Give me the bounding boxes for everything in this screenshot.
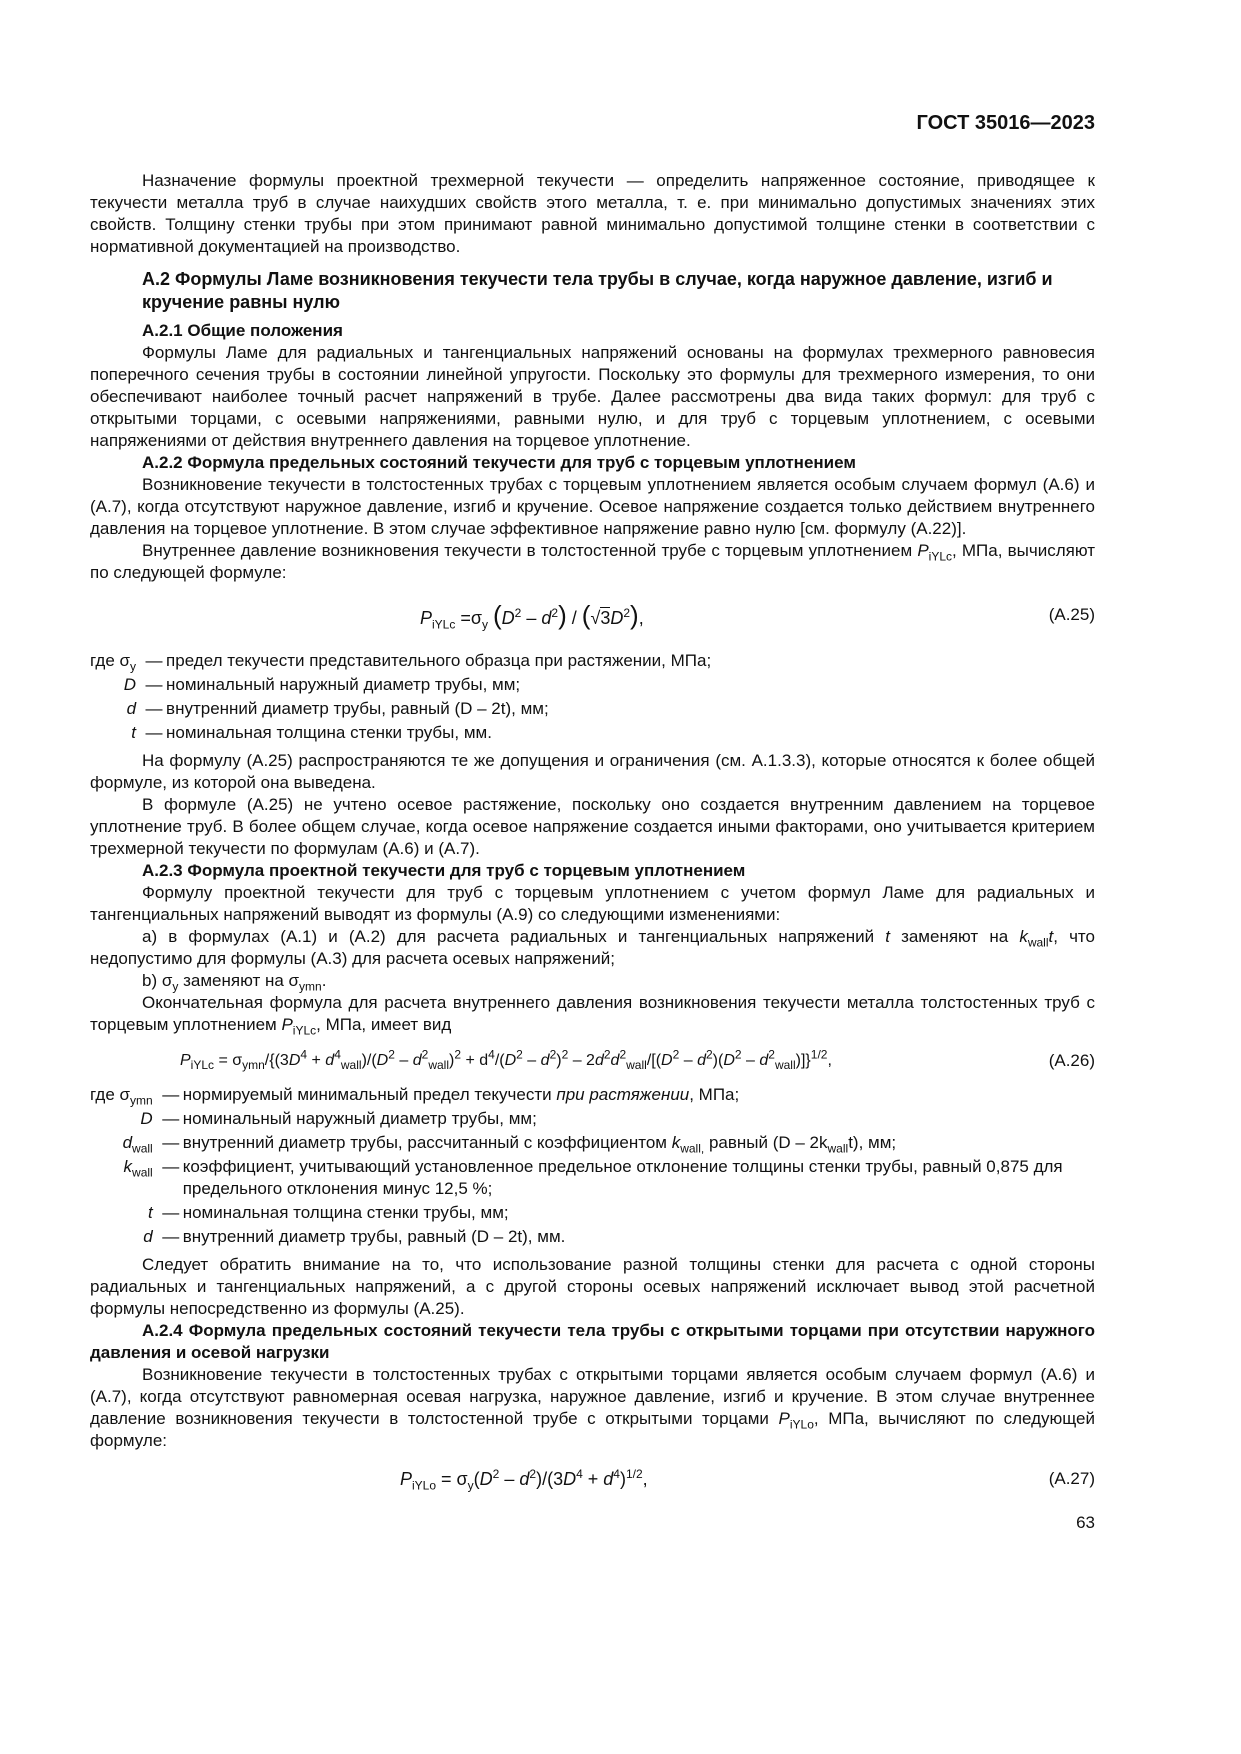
section-a22-p4: В формуле (А.25) не учтено осевое растяжение, поскольку оно создается внутренним давлением на торцевое уплотнение труб. В более общем случае, когда осевое напряжение создается иными факторами, оно учитывается критерием трехмерной текучести по формулам (А.6) и (А.7).: [90, 795, 1095, 858]
formula-a27: [90, 1460, 1095, 1494]
formula-a25-number: (А.25): [1048, 605, 1095, 624]
formula-a25-expression: $P_{iYLc} =\sigma_y$ $(D^2 - d^2) / (√3D^2)$,: [420, 600, 644, 632]
section-a23-item-a: а) в формулах (А.1) и (А.2) для расчета радиальных и тангенциальных напряжений t заменяют на $k_{wall}t$, что недопустимо для формулы (А.3) для расчета осевых напряжений;: [90, 927, 1095, 968]
section-a2-title: А.2 Формулы Ламе возникновения текучести тела трубы в случае, когда наружное давление, изгиб и кручение равны нулю: [142, 269, 1053, 312]
section-a22-p2: Внутреннее давление возникновения текучести в толстостенной трубе с торцевым уплотнением $P_{iYLc}$, МПа, вычисляют по следующей формуле:: [90, 541, 1095, 582]
where-row: $k_{wall}$ — коэффициент, учитывающий установленное предельное отклонение толщины стенки трубы, равный 0,875 для предельного отклонения минус 12,5 %;: [123, 1157, 1063, 1198]
where-row: $d_{wall}$ — внутренний диаметр трубы, рассчитанный с коэффициентом $k_{wall,}$ равный $(D - 2k_{wall}t)$, мм;: [122, 1133, 897, 1156]
section-a23-title: А.2.3 Формула проектной текучести для труб с торцевым уплотнением: [142, 861, 746, 880]
section-a21-title: А.2.1 Общие положения: [142, 321, 343, 340]
section-a23-p2: Окончательная формула для расчета внутреннего давления возникновения текучести металла толстостенных труб с торцевым уплотнением $P_{iYLc}$, МПа, имеет вид: [90, 993, 1095, 1038]
where-row: где $\sigma_y$ — предел текучести представительного образца при растяжении, МПа;: [90, 651, 712, 674]
section-a22-title: А.2.2 Формула предельных состояний текучести для труб с торцевым уплотнением: [142, 453, 856, 472]
where-list-a26: [90, 1084, 1095, 1250]
document-page: [90, 0, 1095, 1754]
where-row: D — номинальный наружный диаметр трубы, мм;: [123, 675, 521, 694]
section-a24-p1: Возникновение текучести в толстостенных трубах с открытыми торцами является особым случаем формул (А.6) и (А.7), когда отсутствуют равномерная осевая нагрузка, наружное давление, изгиб и кручение. В этом случае внутреннее давление возникновения текучести в толстостенной трубе с открытыми торцами $P_{iYLo}$, МПа, вычисляют по следующей формуле:: [90, 1365, 1095, 1450]
section-a23-item-b: b) $\sigma_y$ заменяют на $\sigma_{ymn}$.: [142, 971, 327, 994]
where-row: t — номинальная толщина стенки трубы, мм;: [147, 1203, 509, 1222]
section-a21-text: Формулы Ламе для радиальных и тангенциальных напряжений основаны на формулах трехмерного равновесия поперечного сечения трубы в состоянии линейной упругости. Поскольку это формулы для трехмерного измерения, то они обеспечивают наиболее точный расчет напряжений в трубе. Далее рассмотрены два вида таких формул: для труб с открытыми торцами, с осевыми напряжениями, равными нулю, и для труб с торцевым уплотнением, с осевыми напряжениями от действия внутреннего давления на торцевое уплотнение.: [90, 343, 1095, 450]
formula-a26-expression: $P_{iYLc} = \sigma_{ymn}/\{(3D^4 + d^4_{wall})/(D^2 - d^2_{wall})^2 + d^4/(D^2 - d^2)^2 - 2d^2d^2_{wall}/[(D^2 - d^2)(D^2 - d^2_{wall})]\}^{1/2}$,: [180, 1047, 832, 1073]
where-row: t — номинальная толщина стенки трубы, мм.: [131, 723, 492, 742]
where-row: где $\sigma_{ymn}$ — нормируемый минимальный предел текучести при растяжении, МПа;: [90, 1085, 740, 1108]
where-row: D — номинальный наружный диаметр трубы, мм;: [140, 1109, 537, 1128]
section-a22-p3: На формулу (А.25) распространяются те же допущения и ограничения (см. А.1.3.3), которые относятся к более общей формуле, из которой она выведена.: [90, 751, 1095, 792]
document-body: [90, 170, 1095, 1494]
section-a23-p3: Следует обратить внимание на то, что использование разной толщины стенки для расчета с одной стороны радиальных и тангенциальных напряжений, а с другой стороны осевых напряжений исключает вывод этой расчетной формулы непосредственно из формулы (А.25).: [90, 1255, 1095, 1318]
formula-a27-expression: $P_{iYLo} = \sigma_y(D^2 - d^2)/(3D^4 + d^4)^{1/2}$,: [400, 1467, 648, 1493]
section-a24-title: А.2.4 Формула предельных состояний текучести тела трубы с открытыми торцами при отсутствии наружного давления и осевой нагрузки: [90, 1321, 1095, 1362]
page-number: 63: [1076, 1513, 1095, 1532]
formula-a27-number: (А.27): [1048, 1469, 1095, 1488]
document-header: ГОСТ 35016—2023: [916, 112, 1095, 134]
where-list-a25: [90, 650, 711, 746]
formula-a26: [90, 1042, 1095, 1078]
section-a23-p1: Формулу проектной текучести для труб с торцевым уплотнением с учетом формул Ламе для радиальных и тангенциальных напряжений выводят из формулы (А.9) со следующими изменениями:: [90, 883, 1095, 924]
formula-a25: [90, 596, 1095, 640]
intro-paragraph: Назначение формулы проектной трехмерной текучести — определить напряженное состояние, приводящее к текучести металла труб в случае наихудших свойств этого металла, т. е. при минимально допустимых значениях этих свойств. Толщину стенки трубы при этом принимают равной минимально допустимой толщине стенки в соответствии с нормативной документацией на производство.: [90, 171, 1095, 256]
where-row: d — внутренний диаметр трубы, равный (D – 2t), мм;: [126, 699, 549, 718]
section-a22-p1: Возникновение текучести в толстостенных трубах с торцевым уплотнением является особым случаем формул (А.6) и (А.7), когда отсутствуют наружное давление, изгиб и кручение. Осевое напряжение создается только действием внутреннего давления на торцевое уплотнение. В этом случае эффективное напряжение равно нулю [см. формулу (А.22)].: [90, 475, 1095, 538]
formula-a26-number: (А.26): [1048, 1051, 1095, 1070]
where-row: d — внутренний диаметр трубы, равный (D – 2t), мм.: [143, 1227, 566, 1246]
